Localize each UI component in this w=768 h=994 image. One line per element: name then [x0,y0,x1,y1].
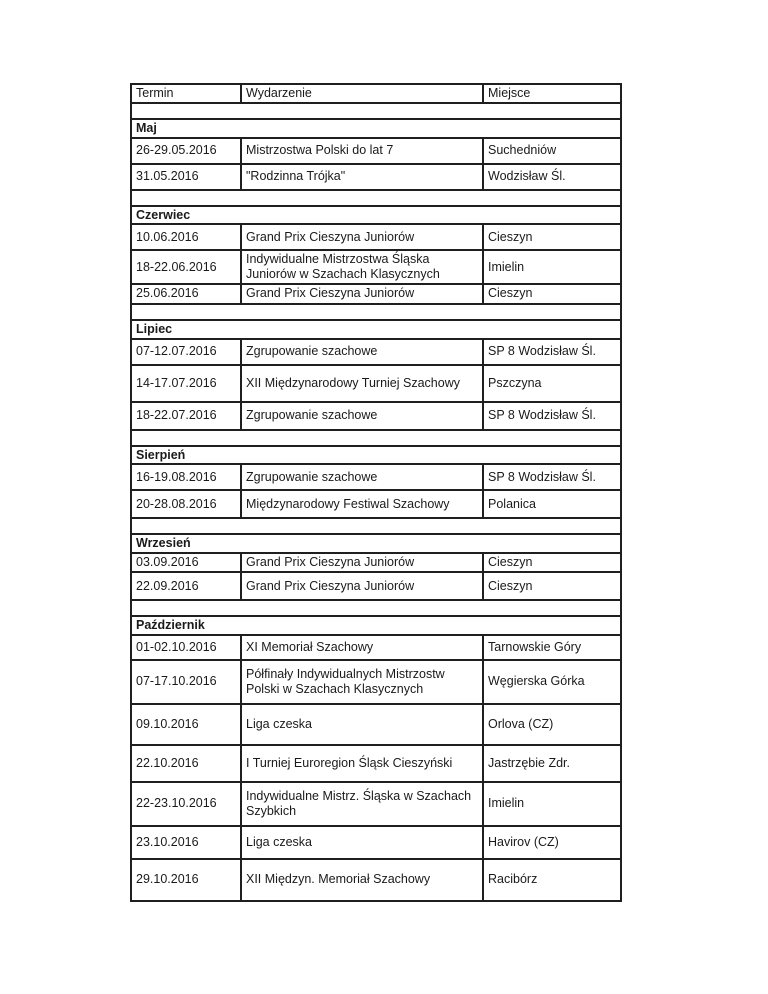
event-row [131,660,621,704]
month-header: Maj [131,119,621,138]
place-cell: Suchedniów [483,138,621,164]
column-header-termin: Termin [131,84,241,103]
termin-cell: 26-29.05.2016 [131,138,241,164]
event-cell: Grand Prix Cieszyna Juniorów [241,553,483,572]
place-cell: Cieszyn [483,284,621,304]
event-row [131,572,621,600]
event-cell: Grand Prix Cieszyna Juniorów [241,572,483,600]
spacer-cell [131,190,621,206]
event-cell: Indywidualne Mistrzostwa Śląska Juniorów w Szachach Klasycznych [241,250,483,284]
place-cell: Pszczyna [483,365,621,402]
month-header-row [131,206,621,225]
termin-cell: 25.06.2016 [131,284,241,304]
termin-cell: 16-19.08.2016 [131,464,241,490]
termin-cell: 23.10.2016 [131,826,241,859]
event-row [131,826,621,859]
event-cell: Zgrupowanie szachowe [241,402,483,430]
spacer-row [131,430,621,446]
place-cell: SP 8 Wodzisław Śl. [483,402,621,430]
month-header-row [131,119,621,138]
spacer-row [131,103,621,119]
termin-cell: 01-02.10.2016 [131,635,241,660]
place-cell: Orlova (CZ) [483,704,621,745]
event-cell: Grand Prix Cieszyna Juniorów [241,284,483,304]
spacer-row [131,518,621,534]
spacer-cell [131,103,621,119]
place-cell: Havirov (CZ) [483,826,621,859]
termin-cell: 29.10.2016 [131,859,241,901]
spacer-cell [131,518,621,534]
event-row [131,782,621,826]
month-header: Wrzesień [131,534,621,553]
termin-cell: 14-17.07.2016 [131,365,241,402]
event-cell: XI Memoriał Szachowy [241,635,483,660]
month-header: Październik [131,616,621,635]
place-cell: Imielin [483,782,621,826]
place-cell: Jastrzębie Zdr. [483,745,621,782]
event-cell: Zgrupowanie szachowe [241,339,483,365]
month-header-row [131,446,621,465]
spacer-row [131,190,621,206]
month-header: Sierpień [131,446,621,465]
termin-cell: 07-12.07.2016 [131,339,241,365]
spacer-cell [131,304,621,320]
spacer-cell [131,430,621,446]
termin-cell: 22.09.2016 [131,572,241,600]
termin-cell: 22.10.2016 [131,745,241,782]
event-row [131,553,621,572]
column-header-row [131,84,621,103]
event-row [131,339,621,365]
place-cell: Węgierska Górka [483,660,621,704]
termin-cell: 07-17.10.2016 [131,660,241,704]
event-row [131,284,621,304]
termin-cell: 10.06.2016 [131,224,241,250]
place-cell: Polanica [483,490,621,518]
event-row [131,224,621,250]
event-cell: XII Międzynarodowy Turniej Szachowy [241,365,483,402]
place-cell: Imielin [483,250,621,284]
event-row [131,745,621,782]
termin-cell: 09.10.2016 [131,704,241,745]
month-header-row [131,534,621,553]
event-cell: Liga czeska [241,704,483,745]
event-cell: Mistrzostwa Polski do lat 7 [241,138,483,164]
place-cell: SP 8 Wodzisław Śl. [483,339,621,365]
termin-cell: 22-23.10.2016 [131,782,241,826]
event-row [131,464,621,490]
month-header-row [131,320,621,339]
spacer-row [131,304,621,320]
schedule-table [130,83,622,902]
event-cell: Grand Prix Cieszyna Juniorów [241,224,483,250]
month-header: Lipiec [131,320,621,339]
event-cell: Zgrupowanie szachowe [241,464,483,490]
event-row [131,704,621,745]
termin-cell: 03.09.2016 [131,553,241,572]
event-row [131,402,621,430]
event-row [131,250,621,284]
event-row [131,365,621,402]
place-cell: Cieszyn [483,572,621,600]
event-cell: Indywidualne Mistrz. Śląska w Szachach Szybkich [241,782,483,826]
place-cell: Cieszyn [483,553,621,572]
place-cell: Cieszyn [483,224,621,250]
place-cell: Wodzisław Śl. [483,164,621,190]
spacer-row [131,600,621,616]
termin-cell: 20-28.08.2016 [131,490,241,518]
event-row [131,859,621,901]
spacer-cell [131,600,621,616]
event-cell: XII Międzyn. Memoriał Szachowy [241,859,483,901]
place-cell: Racibórz [483,859,621,901]
month-header: Czerwiec [131,206,621,225]
event-cell: I Turniej Euroregion Śląsk Cieszyński [241,745,483,782]
column-header-miejsce: Miejsce [483,84,621,103]
place-cell: Tarnowskie Góry [483,635,621,660]
place-cell: SP 8 Wodzisław Śl. [483,464,621,490]
event-row [131,490,621,518]
event-cell: Międzynarodowy Festiwal Szachowy [241,490,483,518]
termin-cell: 18-22.07.2016 [131,402,241,430]
column-header-wydarzenie: Wydarzenie [241,84,483,103]
event-cell: Liga czeska [241,826,483,859]
event-row [131,138,621,164]
event-cell: "Rodzinna Trójka" [241,164,483,190]
event-row [131,164,621,190]
termin-cell: 18-22.06.2016 [131,250,241,284]
termin-cell: 31.05.2016 [131,164,241,190]
event-row [131,635,621,660]
month-header-row [131,616,621,635]
event-cell: Półfinały Indywidualnych Mistrzostw Polski w Szachach Klasycznych [241,660,483,704]
